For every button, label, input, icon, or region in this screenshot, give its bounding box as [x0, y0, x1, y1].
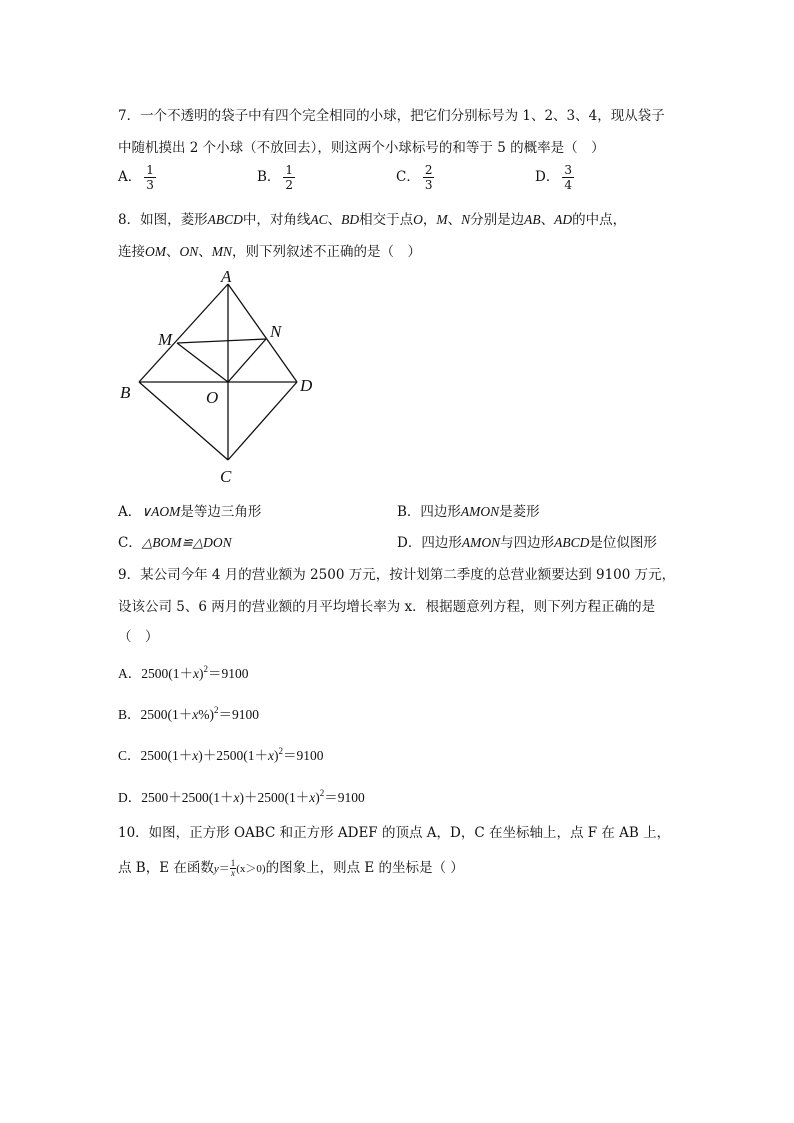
segment-on: [228, 339, 266, 382]
label-b: B: [120, 383, 131, 402]
q8-option-c: C．△BOM≌△DON: [118, 535, 232, 551]
q7-option-c: [396, 164, 434, 191]
q10-function-fraction: $\frac{1}{x}$: [230, 858, 236, 878]
segment-om: [177, 343, 228, 382]
label-o: O: [206, 388, 219, 407]
rhombus-figure: [110, 262, 330, 492]
q7-option-c-label: C．: [396, 169, 420, 185]
q8-option-a: A．∨AOM是等边三角形: [118, 504, 262, 520]
q7-line2: 中随机摸出 2 个小球（不放回去），则这两个小球标号的和等于 5 的概率是（ ）: [118, 140, 605, 156]
q8-option-d: D．四边形AMON与四边形ABCD是位似图形: [397, 535, 657, 551]
q7-option-b: [257, 164, 295, 191]
label-m: M: [158, 330, 173, 349]
q10-line1: 10．如图，正方形 OABC 和正方形 ADEF 的顶点 A，D，C 在坐标轴上，点 F 在 AB 上，: [118, 825, 671, 841]
q7-option-d-label: D．: [535, 169, 560, 185]
q9-option-d: D．$2500+2500(1+x)+2500(1+x)^2=9100$: [118, 788, 365, 805]
side-ad: [228, 284, 297, 382]
q7-option-a-label: A．: [118, 169, 142, 185]
side-dc: [228, 382, 297, 460]
side-ab: [139, 284, 228, 382]
q7-option-d-fraction: $\frac{3}{4}$: [564, 163, 572, 192]
q7-option-a: [118, 164, 156, 191]
label-d: D: [300, 376, 313, 395]
label-a: A: [221, 267, 232, 286]
q8-line2: 连接OM、ON、MN，则下列叙述不正确的是（ ）: [118, 244, 422, 260]
q7-option-d: [535, 164, 574, 191]
q8-option-b: B．四边形AMON是菱形: [397, 504, 540, 520]
q8-line1: 8．如图，菱形ABCD中，对角线AC、BD相交于点O，M、N分别是边AB、AD的中点，: [118, 212, 627, 228]
q9-line2: 设该公司 5、6 两月的营业额的月平均增长率为 x．根据题意列方程，则下列方程正确的是: [118, 599, 656, 615]
q7-option-a-fraction: $\frac{1}{3}$: [146, 163, 154, 192]
q7-option-b-label: B．: [257, 169, 281, 185]
q9-option-b: B．$2500(1+x\%)^2=9100$: [118, 705, 260, 722]
q9-option-c: C．$2500(1+x)+2500(1+x)^2=9100$: [118, 746, 324, 763]
label-n: N: [270, 322, 282, 341]
label-c: C: [220, 467, 232, 486]
q9-line3: （ ）: [118, 629, 159, 645]
q9-option-a: A．$2500(1+x)^2=9100$: [118, 664, 249, 681]
segment-mn: [177, 339, 266, 343]
q7-option-b-fraction: $\frac{1}{2}$: [285, 163, 294, 192]
q10-line2: 点 B，E 在函数y＝ $\frac{1}{x}$ (x＞0)的图象上，则点 E 的坐标是（ ）: [118, 858, 464, 878]
q7-line1: 7．一个不透明的袋子中有四个完全相同的小球，把它们分别标号为 1、2、3、4，现从袋子: [118, 108, 665, 124]
q9-line1: 9．某公司今年 4 月的营业额为 2500 万元，按计划第二季度的总营业额要达到 9100 万元，: [118, 567, 676, 583]
q7-option-c-fraction: $\frac{2}{3}$: [424, 163, 433, 192]
